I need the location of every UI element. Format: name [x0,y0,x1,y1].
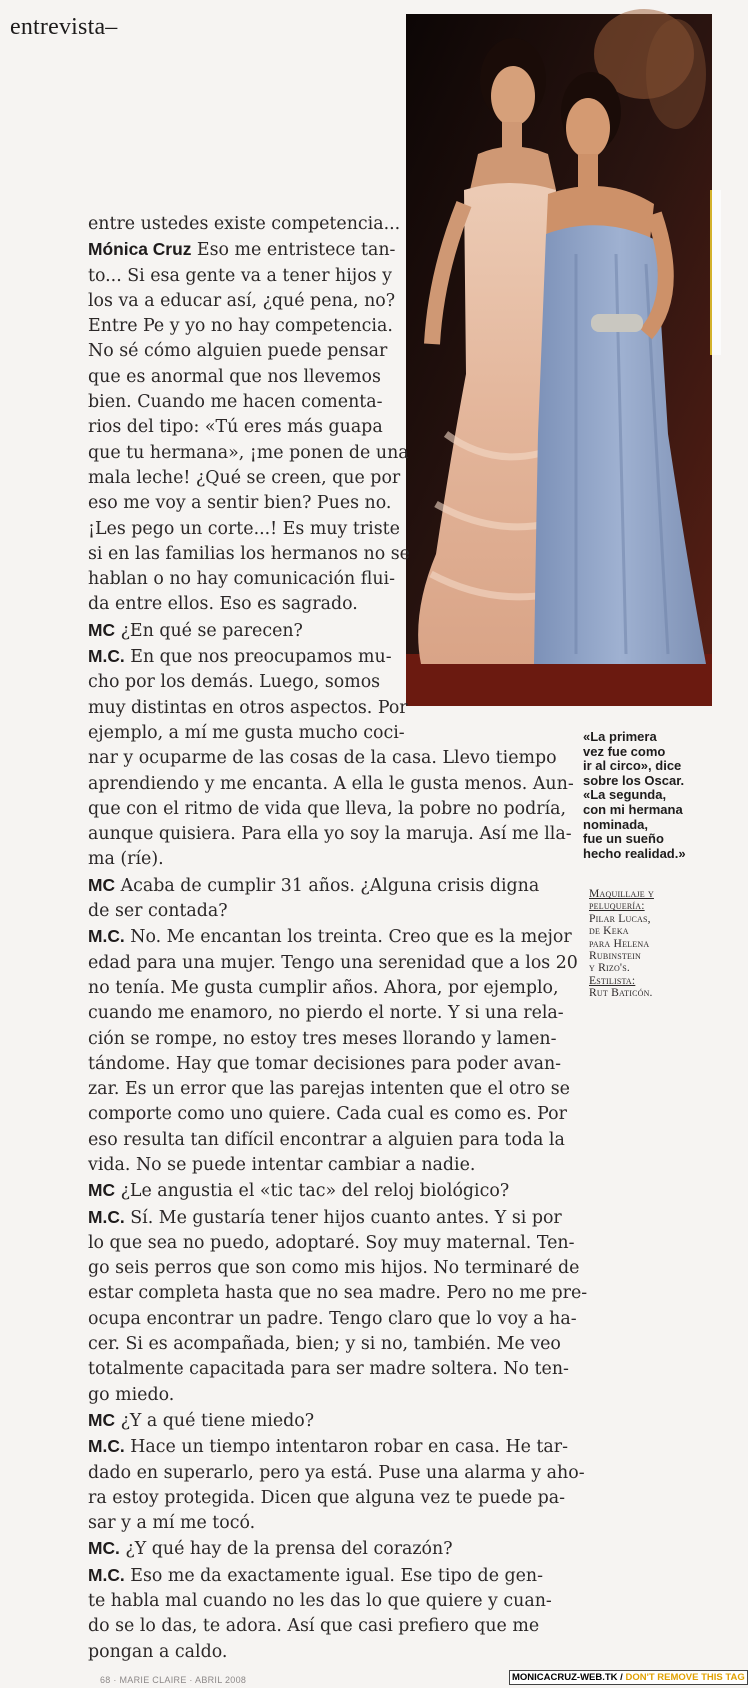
body-text: ¿Le angustia el «tic tac» del reloj biológico? [115,1181,510,1202]
body-text: que es anormal que nos llevemos [88,366,381,387]
body-line [88,951,643,976]
body-line [88,721,643,746]
body-text: En que nos preocupamos mu- [124,647,392,668]
body-line [88,1563,643,1589]
body-line [88,592,643,617]
body-text: tándome. Hay que tomar decisiones para poder avan- [88,1053,562,1074]
body-line [88,1027,643,1052]
body-text: lo que sea no puedo, adoptaré. Soy muy maternal. Ten- [88,1232,575,1253]
caption-line: con mi hermana [583,801,683,817]
body-line [88,1052,643,1077]
speaker-label: MC [88,619,116,640]
body-text: cuando me enamoro, no pierdo el norte. Y si una rela- [88,1003,564,1024]
body-line [88,1001,643,1026]
body-line [88,415,643,440]
body-text: ma (ríe). [88,849,164,870]
speaker-label: M.C. [88,1206,125,1227]
body-text: ejemplo, a mí me gusta mucho coci- [88,722,405,743]
body-text: dado en superarlo, pero ya está. Puse una alarma y aho- [88,1462,585,1483]
body-text: muy distintas en otros aspectos. Por [88,697,408,718]
body-text: rios del tipo: «Tú eres más guapa [88,417,383,438]
body-text: da entre ellos. Eso es sagrado. [88,594,358,615]
photo-caption [583,730,715,861]
page-folio: 68 · MARIE CLAIRE · ABRIL 2008 [100,1675,247,1685]
body-line [88,1205,643,1231]
body-text: Entre Pe y yo no hay competencia. [88,316,393,337]
body-line [88,365,643,390]
body-line [88,212,643,237]
body-line [88,1077,643,1102]
body-line [88,491,643,516]
page-edge-strip [710,190,721,355]
body-text: que tu hermana», ¡me ponen de una [88,442,409,463]
body-text: aprendiendo y me encanta. A ella le gusta menos. Aun- [88,773,574,794]
body-line [88,1589,643,1614]
speaker-label: MC [88,1409,116,1430]
body-text: que con el ritmo de vida que lleva, la pobre no podría, [88,798,567,819]
credit-line: Maquillaje y [589,887,654,900]
body-text: aunque quisiera. Para ella yo soy la maruja. Así me lla- [88,824,572,845]
caption-line: fue un sueño [583,831,664,847]
body-text: entre ustedes existe competencia... [88,214,401,234]
body-line [88,1383,643,1408]
body-line [88,1357,643,1382]
body-line [88,1102,643,1127]
credit-line: de Keka [589,924,629,938]
body-text: edad para una mujer. Tengo una serenidad que a los 20 [88,952,578,973]
speaker-label: Mónica Cruz [88,239,192,260]
caption-line: ir al circo», dice [583,758,682,774]
credit-line: Rut Baticón. [589,986,653,1000]
body-line [88,618,643,644]
body-line [88,976,643,1001]
caption-line: nominada, [583,816,649,832]
caption-line: vez fue como [583,743,666,759]
body-line [88,1332,643,1357]
body-line [88,390,643,415]
article-body [88,212,643,1665]
body-text: ¿En qué se parecen? [115,620,303,641]
body-line [88,237,643,263]
body-text: No. Me encantan los treinta. Creo que es la mejor [124,927,572,948]
credit-line: para Helena [589,936,650,950]
body-line [88,1434,643,1460]
body-text: los va a educar así, ¿qué pena, no? [88,290,396,311]
body-text: ocupa encontrar un padre. Tengo claro que lo voy a ha- [88,1308,577,1329]
body-line [88,873,643,899]
body-line [88,466,643,491]
body-text: Acaba de cumplir 31 años. ¿Alguna crisis digna [115,875,540,896]
body-line [88,1614,643,1639]
body-line [88,1536,643,1562]
credit-line: Pilar Lucas, [589,911,651,925]
body-text: Eso me entristece tan- [191,240,396,261]
body-text: eso me voy a sentir bien? Pues no. [88,493,392,514]
credit-line: y Rizo's. [589,961,630,975]
body-line [88,1128,643,1153]
body-text: ción se rompe, no estoy tres meses llorando y lamen- [88,1028,557,1049]
body-text: bien. Cuando me hacen comenta- [88,392,383,413]
watermark-site: MONICACRUZ-WEB.TK / [512,1672,623,1683]
body-line [88,1231,643,1256]
body-line [88,924,643,950]
body-text: comporte como uno quiere. Cada cual es como es. Por [88,1104,567,1125]
speaker-label: MC. [88,1538,120,1559]
body-text: do se lo das, te adora. Así que casi prefiero que me [88,1616,540,1637]
speaker-label: M.C. [88,1436,125,1457]
body-line [88,1486,643,1511]
speaker-label: M.C. [88,926,125,947]
body-text: Eso me da exactamente igual. Ese tipo de gen- [124,1565,544,1586]
body-line [88,1511,643,1536]
body-text: eso resulta tan difícil encontrar a alguien para toda la [88,1129,565,1150]
body-line [88,670,643,695]
photo-credits [589,888,714,1000]
body-line [88,1153,643,1178]
body-line [88,1461,643,1486]
body-text: totalmente capacitada para ser madre soltera. No ten- [88,1359,569,1380]
body-line [88,797,643,822]
body-text: go seis perros que son como mis hijos. No terminaré de [88,1258,580,1279]
body-text: estar completa hasta que no sea madre. Pero no me pre- [88,1283,588,1304]
body-text: ¿Y a qué tiene miedo? [115,1410,315,1431]
body-text: go miedo. [88,1384,175,1405]
body-text: no tenía. Me gusta cumplir años. Ahora, por ejemplo, [88,977,559,998]
body-line [88,1408,643,1434]
body-text: cho por los demás. Luego, somos [88,672,381,693]
credit-line: Rubinstein [589,949,641,963]
body-line [88,441,643,466]
section-title: entrevista– [10,14,118,40]
body-line [88,746,643,771]
body-text: Sí. Me gustaría tener hijos cuanto antes. Y si por [124,1207,562,1228]
body-line [88,772,643,797]
body-text: nar y ocuparme de las cosas de la casa. Llevo tiempo [88,748,557,769]
body-text: vida. No se puede intentar cambiar a nadie. [88,1154,476,1175]
body-text: de ser contada? [88,901,228,922]
body-line [88,339,643,364]
body-text: cer. Si es acompañada, bien; y si no, también. Me veo [88,1334,561,1355]
body-text: Hace un tiempo intentaron robar en casa. He tar- [124,1437,568,1458]
caption-line: «La primera [583,729,657,744]
body-text: pongan a caldo. [88,1641,228,1662]
body-line [88,542,643,567]
body-line [88,289,643,314]
body-line [88,696,643,721]
body-text: hablan o no hay comunicación flui- [88,569,395,590]
body-line [88,847,643,872]
speaker-label: MC [88,874,116,895]
body-line [88,517,643,542]
speaker-label: M.C. [88,1564,125,1585]
body-line [88,264,643,289]
body-line [88,1256,643,1281]
site-watermark [509,1670,748,1685]
body-text: ra estoy protegida. Dicen que alguna vez te puede pa- [88,1487,566,1508]
body-text: to... Si esa gente va a tener hijos y [88,265,392,286]
body-line [88,644,643,670]
body-line [88,1640,643,1665]
body-text: zar. Es un error que las parejas intenten que el otro se [88,1079,570,1100]
body-line [88,822,643,847]
body-line [88,899,643,924]
caption-line: hecho realidad.» [583,845,686,861]
body-text: ¿Y qué hay de la prensa del corazón? [119,1539,453,1560]
body-text: te habla mal cuando no les das lo que quiere y cuan- [88,1591,552,1612]
watermark-notice: DON'T REMOVE THIS TAG [622,1672,745,1683]
body-text: mala leche! ¿Qué se creen, que por [88,467,401,488]
body-line [88,1307,643,1332]
credit-line: peluquería: [589,899,645,913]
body-line [88,1281,643,1306]
body-text: ¡Les pego un corte...! Es muy triste [88,518,400,539]
speaker-label: M.C. [88,646,125,667]
body-line [88,567,643,592]
body-text: si en las familias los hermanos no se [88,543,410,564]
caption-line: sobre los Oscar. [583,772,685,788]
body-line [88,1178,643,1204]
body-text: No sé cómo alguien puede pensar [88,341,388,362]
body-line [88,314,643,339]
speaker-label: MC [88,1180,116,1201]
caption-line: «La segunda, [583,787,667,803]
body-text: sar y a mí me tocó. [88,1513,256,1534]
credit-line: Estilista: [589,973,636,987]
